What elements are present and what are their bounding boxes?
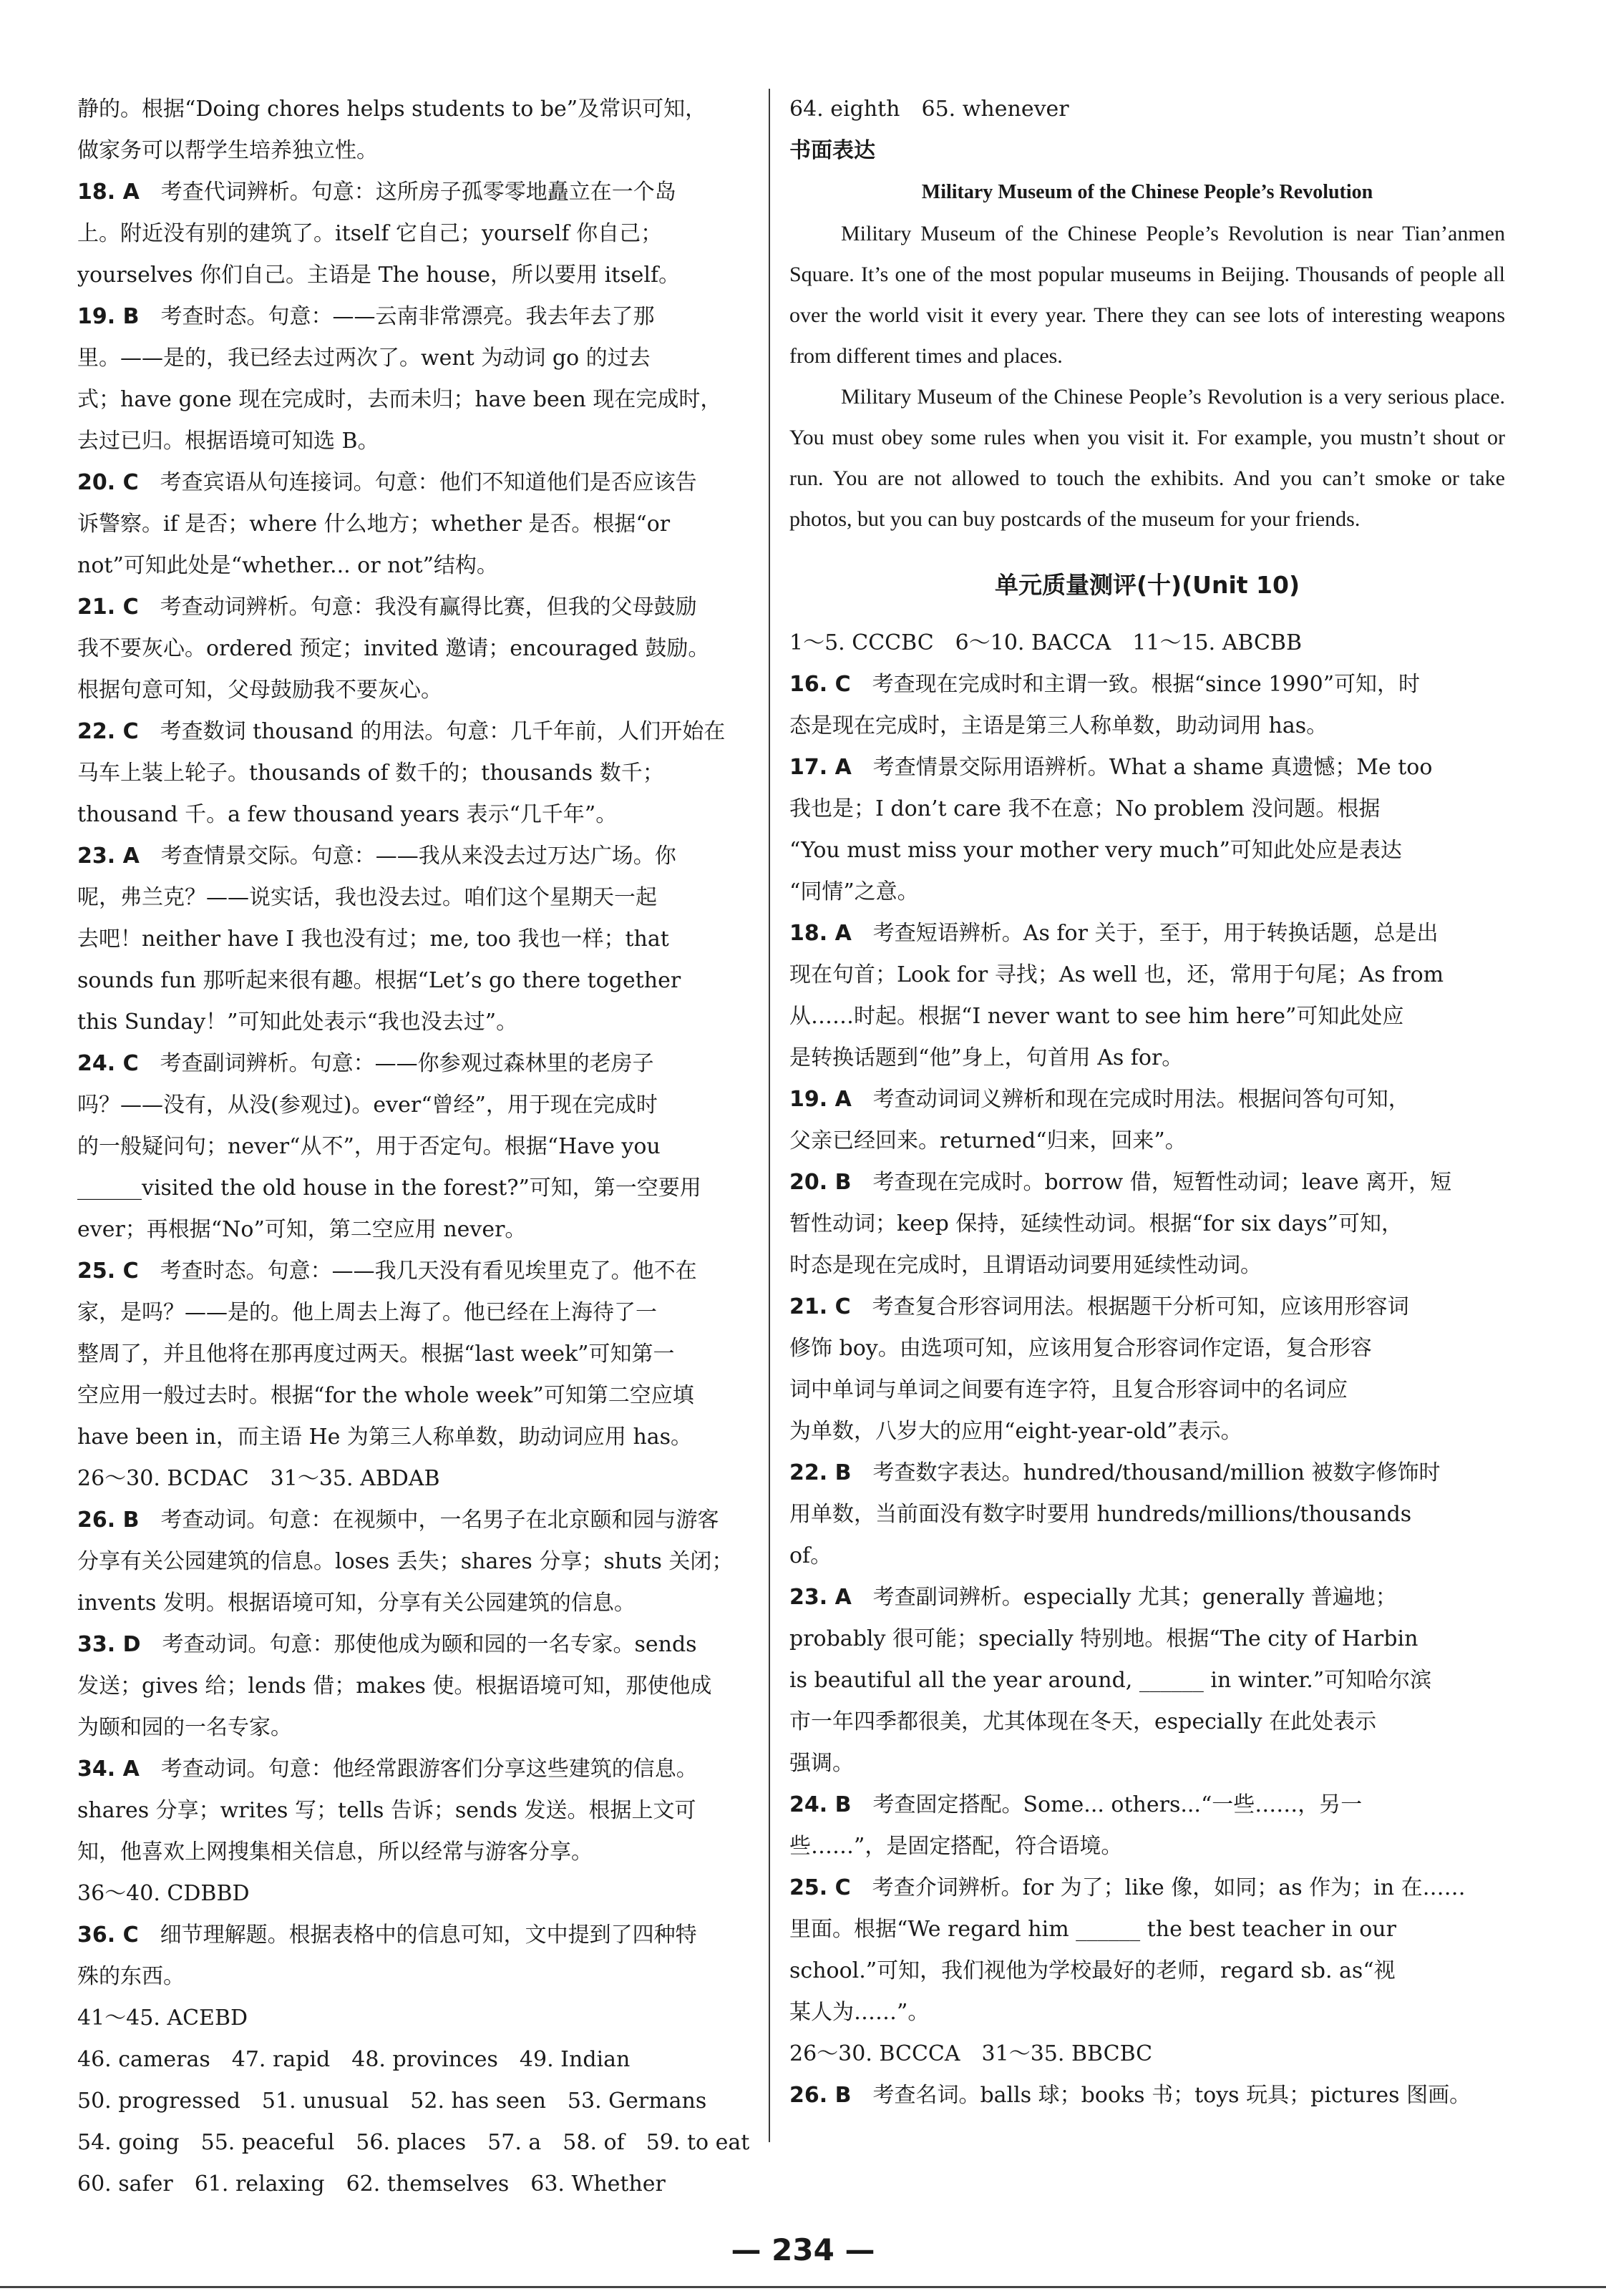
text-line: 26～30. BCDAC 31～35. ABDAB	[77, 1466, 440, 1491]
text-line: ______visited the old house in the forest?”可知，第一空要用	[77, 1176, 701, 1201]
text-line: 殊的东西。	[77, 1964, 185, 1989]
text-line: 21. C 考查复合形容词用法。根据题干分析可知，应该用形容词	[789, 1294, 1409, 1319]
text-line: 用单数，当前面没有数字时要用 hundreds/millions/thousands	[789, 1502, 1412, 1527]
unit-title: 单元质量测评(十)(Unit 10)	[994, 571, 1300, 599]
text-line: 25. C 考查介词辨析。for 为了；like 像，如同；as 作为；in 在……	[789, 1875, 1466, 1900]
text-line: 强调。	[789, 1751, 854, 1776]
page-number: — 234 —	[731, 2232, 875, 2267]
text-line: have been in，而主语 He 为第三人称单数，助动词应用 has。	[77, 1425, 693, 1450]
text-line: 家，是吗？——是的。他上周去上海了。他已经在上海待了一	[77, 1300, 657, 1325]
text-line: 我不要灰心。ordered 预定；invited 邀请；encouraged 鼓励。	[77, 636, 710, 661]
text-line: 23. A 考查副词辨析。especially 尤其；generally 普遍地；	[789, 1585, 1397, 1610]
text-line: 16. C 考查现在完成时和主谓一致。根据“since 1990”可知，时	[789, 672, 1421, 697]
right-column	[789, 89, 1505, 2116]
text-line: 34. A 考查动词。句意：他经常跟游客们分享这些建筑的信息。	[77, 1757, 698, 1782]
text-line: 空应用一般过去时。根据“for the whole week”可知第二空应填	[77, 1383, 694, 1408]
text-line: 里。——是的，我已经去过两次了。went 为动词 go 的过去	[77, 346, 651, 371]
text-line: 19. A 考查动词词义辨析和现在完成时用法。根据问答句可知，	[789, 1087, 1410, 1112]
text-line: 诉警察。if 是否；where 什么地方；whether 是否。根据“or	[77, 512, 671, 537]
text-line: 23. A 考查情景交际。句意：——我从来没去过万达广场。你	[77, 844, 676, 869]
text-line: 修饰 boy。由选项可知，应该用复合形容词作定语，复合形容	[789, 1336, 1372, 1361]
text-line: 26～30. BCCCA 31～35. BBCBC	[789, 2041, 1153, 2066]
text-line: 分享有关公园建筑的信息。loses 丢失；shares 分享；shuts 关闭；	[77, 1549, 734, 1574]
text-line: 态是现在完成时，主语是第三人称单数，助动词用 has。	[789, 713, 1328, 738]
text-line: 从……时起。根据“I never want to see him here”可知此处应	[789, 1004, 1404, 1029]
text-line: 17. A 考查情景交际用语辨析。What a shame 真遗憾；Me too	[789, 755, 1433, 780]
text-line: 50. progressed 51. unusual 52. has seen 53. Germans	[77, 2089, 707, 2114]
text-line: 41～45. ACEBD	[77, 2006, 248, 2031]
text-line: 时态是现在完成时，且谓语动词要用延续性动词。	[789, 1253, 1262, 1278]
text-line: 为单数，八岁大的应用“eight-year-old”表示。	[789, 1419, 1242, 1444]
text-line: 60. safer 61. relaxing 62. themselves 63. Whether	[77, 2172, 666, 2197]
text-line: sounds fun 那听起来很有趣。根据“Let’s go there together	[77, 968, 681, 993]
text-line: 静的。根据“Doing chores helps students to be”及常识可知，	[77, 97, 707, 122]
text-line: 19. B 考查时态。句意：——云南非常漂亮。我去年去了那	[77, 304, 655, 329]
text-line: invents 发明。根据语境可知，分享有关公园建筑的信息。	[77, 1591, 636, 1616]
text-line: 发送；gives 给；lends 借；makes 使。根据语境可知，那使他成	[77, 1674, 712, 1699]
text-line: 父亲已经回来。returned“归来，回来”。	[789, 1128, 1187, 1153]
text-line: 为颐和园的一名专家。	[77, 1715, 292, 1740]
text-line: 24. C 考查副词辨析。句意：——你参观过森林里的老房子	[77, 1051, 654, 1076]
left-column	[77, 89, 750, 2205]
text-line: 里面。根据“We regard him ______ the best teacher in our	[789, 1917, 1396, 1942]
text-line: “You must miss your mother very much”可知此处应是表达	[789, 838, 1402, 863]
text-line: 式；have gone 现在完成时，去而未归；have been 现在完成时，	[77, 387, 722, 412]
text-line: 吗？——没有，从没(参观过)。ever“曾经”，用于现在完成时	[77, 1093, 658, 1118]
text-line: school.”可知，我们视他为学校最好的老师，regard sb. as“视	[789, 1958, 1396, 1983]
column-divider	[769, 89, 770, 2142]
section-label-writing: 书面表达	[789, 138, 875, 163]
text-line: yourselves 你们自己。主语是 The house，所以要用 itself。	[77, 263, 681, 288]
text-line: not”可知此处是“whether... or not”结构。	[77, 553, 498, 578]
text-line: 的一般疑问句；never“从不”，用于否定句。根据“Have you	[77, 1134, 661, 1159]
text-line: of。	[789, 1543, 832, 1568]
text-line: 21. C 考查动词辨析。句意：我没有赢得比赛，但我的父母鼓励	[77, 595, 697, 620]
text-line: 64. eighth 65. whenever	[789, 97, 1069, 122]
text-line: 25. C 考查时态。句意：——我几天没有看见埃里克了。他不在	[77, 1259, 697, 1284]
text-line: 词中单词与单词之间要有连字符，且复合形容词中的名词应	[789, 1377, 1348, 1402]
text-line: 呢，弗兰克？——说实话，我也没去过。咱们这个星期天一起	[77, 885, 657, 910]
text-line: 36～40. CDBBD	[77, 1881, 250, 1906]
text-line: 22. B 考查数字表达。hundred/thousand/million 被数字修饰时	[789, 1460, 1441, 1485]
text-line: 去过已归。根据语境可知选 B。	[77, 429, 379, 454]
text-line: 54. going 55. peaceful 56. places 57. a 58. of 59. to eat	[77, 2130, 750, 2155]
text-line: 18. A 考查短语辨析。As for 关于，至于，用于转换话题，总是出	[789, 921, 1439, 946]
text-line: thousand 千。a few thousand years 表示“几千年”。	[77, 802, 618, 827]
text-line: 是转换话题到“他”身上，句首用 As for。	[789, 1045, 1184, 1070]
essay-paragraph-2: Military Museum of the Chinese People’s Revolution is a very serious place. You must obey some rules when you visit it. For example, you mustn’t shout or run. You are not allowed to touch the exhibits. And you can’t smoke or take photos, but you can buy postcards of the museum for your friends.	[789, 385, 1505, 531]
text-line: 市一年四季都很美，尤其体现在冬天，especially 在此处表示	[789, 1709, 1377, 1734]
text-line: ever；再根据“No”可知，第二空应用 never。	[77, 1217, 527, 1242]
text-line: 1～5. CCCBC 6～10. BACCA 11～15. ABCBB	[789, 630, 1303, 655]
text-line: 36. C 细节理解题。根据表格中的信息可知，文中提到了四种特	[77, 1923, 697, 1948]
text-line: 26. B 考查名词。balls 球；books 书；toys 玩具；pictures 图画。	[789, 2083, 1471, 2108]
text-line: 去吧！neither have I 我也没有过；me, too 我也一样；that	[77, 927, 669, 952]
text-line: 整周了，并且他将在那再度过两天。根据“last week”可知第一	[77, 1342, 675, 1367]
text-line: 做家务可以帮学生培养独立性。	[77, 138, 378, 163]
text-line: 我也是；I don’t care 我不在意；No problem 没问题。根据	[789, 796, 1381, 821]
essay-paragraph-1: Military Museum of the Chinese People’s Revolution is near Tian’anmen Square. It’s one of the most popular museums in Beijing. Thousands of people all over the world visit it every year. There they can see lots of interesting weapons from different times and places.	[789, 222, 1505, 368]
text-line: 知，他喜欢上网搜集相关信息，所以经常与游客分享。	[77, 1840, 593, 1865]
text-line: 24. B 考查固定搭配。Some... others...“一些……，另一	[789, 1792, 1363, 1817]
text-line: 暂性动词；keep 保持，延续性动词。根据“for six days”可知，	[789, 1211, 1403, 1236]
text-line: 26. B 考查动词。句意：在视频中，一名男子在北京颐和园与游客	[77, 1508, 719, 1533]
text-line: 22. C 考查数词 thousand 的用法。句意：几千年前，人们开始在	[77, 719, 726, 744]
text-line: 46. cameras 47. rapid 48. provinces 49. Indian	[77, 2047, 631, 2072]
text-line: is beautiful all the year around, ______ in winter.”可知哈尔滨	[789, 1668, 1432, 1693]
text-line: 马车上装上轮子。thousands of 数千的；thousands 数千；	[77, 761, 664, 786]
text-line: 某人为……”。	[789, 2000, 930, 2025]
essay-title: Military Museum of the Chinese People’s Revolution	[921, 181, 1373, 203]
bottom-rule	[0, 2286, 1606, 2288]
text-line: 根据句意可知，父母鼓励我不要灰心。	[77, 678, 442, 703]
text-line: probably 很可能；specially 特别地。根据“The city of Harbin	[789, 1626, 1418, 1651]
text-line: 20. C 考查宾语从句连接词。句意：他们不知道他们是否应该告	[77, 470, 697, 495]
text-line: this Sunday！”可知此处表示“我也没去过”。	[77, 1010, 518, 1035]
text-line: 些……”，是固定搭配，符合语境。	[789, 1834, 1123, 1859]
text-line: 现在句首；Look for 寻找；As well 也，还，常用于句尾；As from	[789, 962, 1444, 987]
text-line: 上。附近没有别的建筑了。itself 它自己；yourself 你自己；	[77, 221, 663, 246]
text-line: shares 分享；writes 写；tells 告诉；sends 发送。根据上文可	[77, 1798, 696, 1823]
text-line: 18. A 考查代词辨析。句意：这所房子孤零零地矗立在一个岛	[77, 180, 676, 205]
text-line: 20. B 考查现在完成时。borrow 借，短暂性动词；leave 离开，短	[789, 1170, 1452, 1195]
text-line: 33. D 考查动词。句意：那使他成为颐和园的一名专家。sends	[77, 1632, 697, 1657]
text-line: “同情”之意。	[789, 879, 919, 904]
